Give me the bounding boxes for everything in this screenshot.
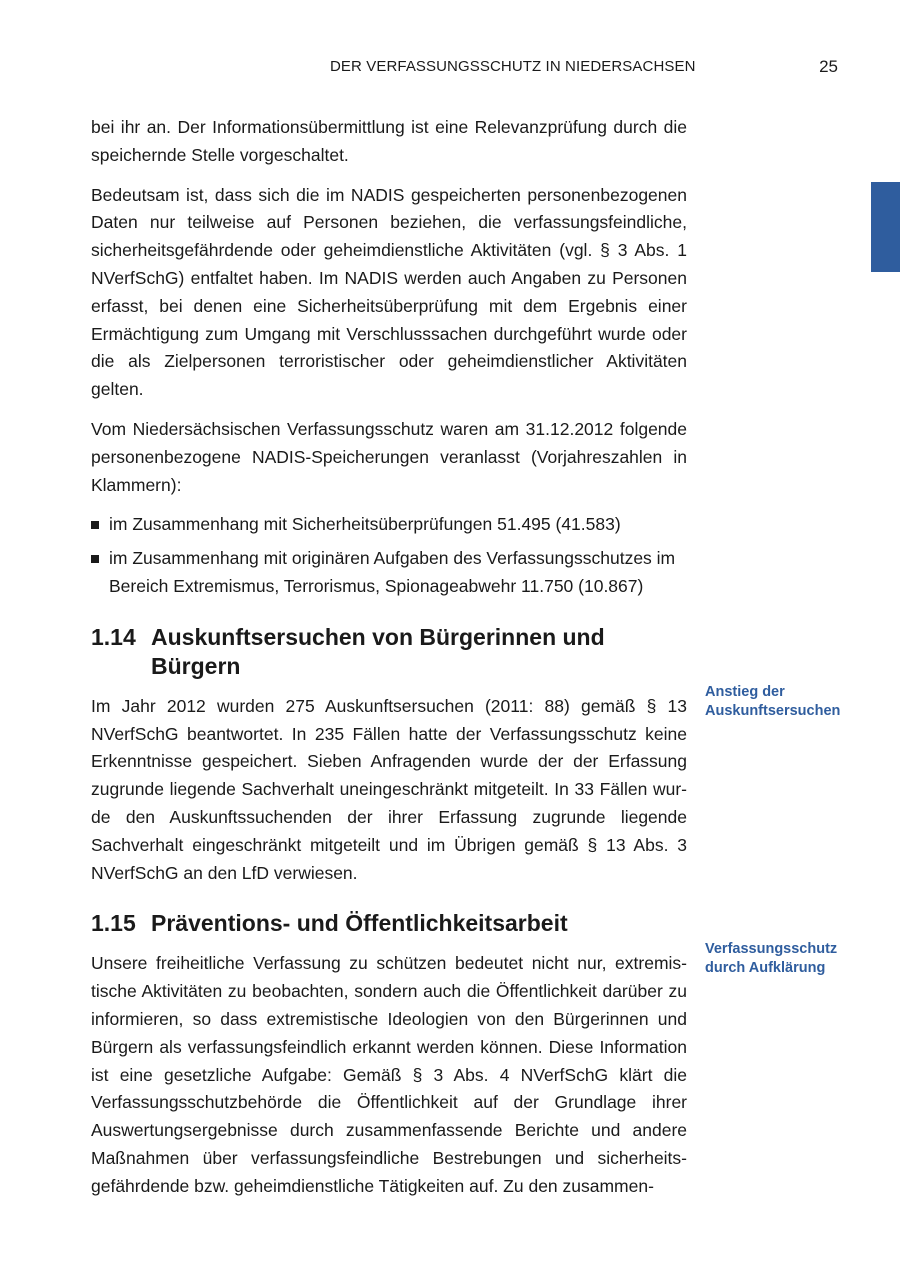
section-number: 1.15 [91, 910, 136, 937]
square-bullet-icon [91, 521, 99, 529]
paragraph-2: Bedeutsam ist, dass sich die im NADIS gespeicherten personenbezogenen Daten nur teilweise auf Personen beziehen, die verfassungsfeindliche, sicherheitsgefährdende oder geheimdienstliche Aktivitäten (vgl. § 3 Abs. 1 NVerfSchG) entfaltet haben. Im NADIS werden auch Angaben zu Personen erfasst, bei denen eine Sicherheitsüberprüfung mit dem Ergebnis einer Ermächtigung zum Umgang mit Verschlusssachen durchgeführt wurde oder die als Zielpersonen terroristischer oder geheimdienstlicher Aktivitäten gelten. [91, 184, 687, 400]
main-text-column [91, 114, 687, 1201]
paragraph-1: bei ihr an. Der Informationsübermittlung ist eine Relevanzprüfung durch die speichernde Stelle vorgeschaltet. [91, 117, 687, 165]
chapter-tab-marker [871, 182, 900, 272]
page-number: 25 [819, 57, 838, 76]
square-bullet-icon [91, 555, 99, 563]
paragraph-3: Vom Niedersächsischen Verfassungsschutz waren am 31.12.2012 folgende personenbezogene NADIS-Speicherungen veranlasst (Vorjahreszahlen in Klammern): [91, 418, 687, 495]
section-heading-1-15 [91, 909, 687, 938]
list-item-text: im Zusammenhang mit Sicherheitsüberprüfungen 51.495 (41.583) [109, 514, 621, 535]
margin-note-1-14: Anstieg der Auskunftsersuchen [705, 683, 841, 719]
list-item-text: im Zusammenhang mit originären Aufgaben des Verfassungsschutzes im Bereich Extremismus, Terrorismus, Spionageabwehr 11.750 (10.867) [109, 548, 676, 596]
section-1-15-text: Unsere freiheitliche Verfassung zu schützen bedeutet nicht nur, extremistische Aktivitäten zu beobachten, sondern auch die Öffentlichkeit darüber zu informieren, so dass extremistische Ideologien von den Bürgerinnen und Bürgern als verfassungsfeindlich erkannt werden können. Diese Information ist eine gesetzliche Aufgabe: Gemäß § 3 Abs. 4 NVerfSchG klärt die Verfassungsschutzbehörde die Öffentlichkeit auf der Grundlage ihrer Auswertungsergebnisse durch zusammenfassende Berichte und andere Maßnahmen über verfassungsfeindliche Bestrebungen und sicherheitsgefährdende bzw. geheimdienstliche Tätigkeiten auf. Zu den zusammen- [91, 953, 687, 1196]
section-title: Präventions- und Öffentlichkeitsarbeit [151, 910, 568, 937]
section-heading-1-14 [91, 623, 687, 681]
list-item [91, 545, 687, 601]
section-number: 1.14 [91, 623, 136, 650]
margin-note-1-15: Verfassungsschutz durch Aufklärung [705, 941, 838, 977]
bullet-list [91, 511, 687, 600]
section-1-14-text: Im Jahr 2012 wurden 275 Auskunftsersuchen (2011: 88) gemäß § 13 NVerfSchG beantwortet. In 235 Fällen hatte der Verfassungsschutz keine Erkenntnisse gespeichert. Sieben Anfragenden wurde der der Erfassung zugrunde liegende Sachverhalt uneingeschränkt mitgeteilt. In 33 Fällen wurde den Auskunftssuchenden der ihrer Erfassung zugrunde liegende Sachverhalt eingeschränkt mitgeteilt und im Übrigen gemäß § 13 Abs. 3 NVerfSchG an den LfD verwiesen. [91, 695, 687, 883]
running-header: DER VERFASSUNGSSCHUTZ IN NIEDERSACHSEN [330, 58, 696, 75]
section-title: Auskunftsersuchen von Bürgerinnen und Bürgern [151, 623, 605, 679]
list-item [91, 511, 687, 539]
